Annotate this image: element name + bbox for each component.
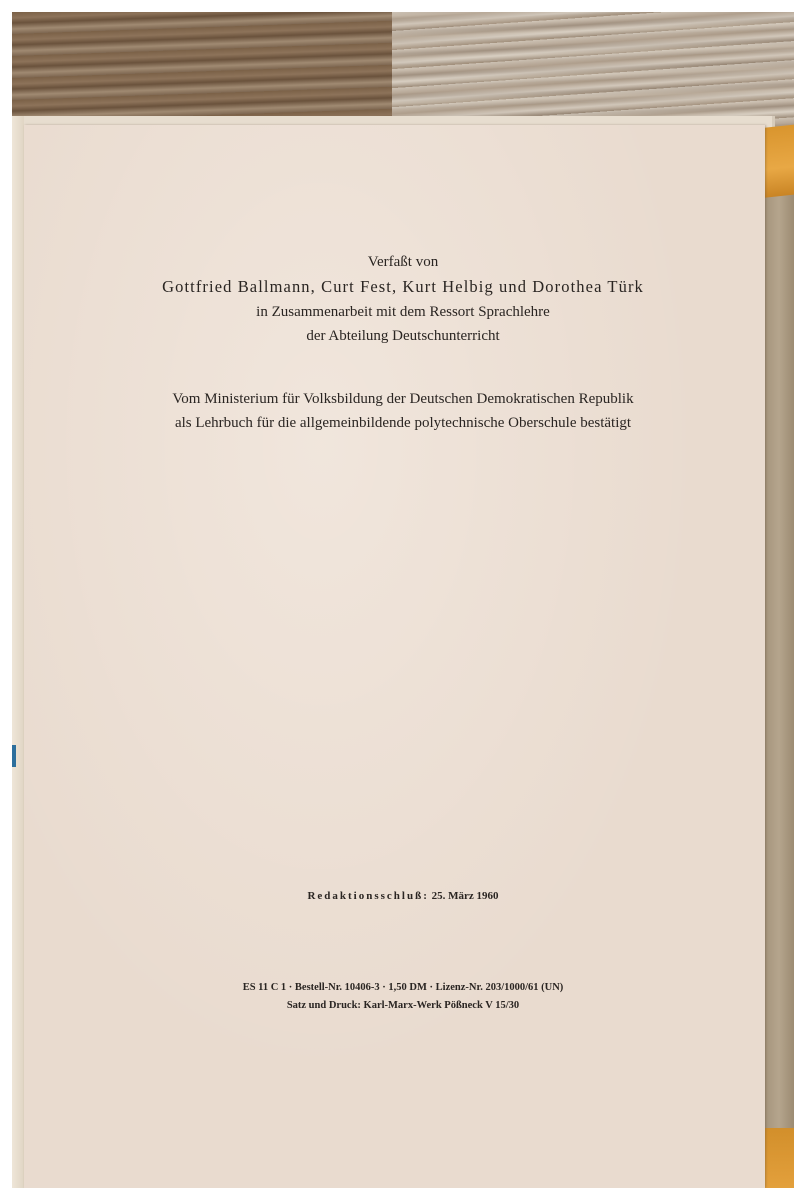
authors-cooperation: in Zusammenarbeit mit dem Ressort Sprachlehre [256,304,550,320]
authors-intro-text: Verfaßt von [367,254,439,270]
wooden-surface-weathered [392,12,794,130]
authors-names [12,276,794,297]
editorial-deadline [12,888,794,904]
orange-tape-bottom [760,1128,794,1188]
authors-names-text: Gottfried Ballmann, Curt Fest, Kurt Helbig und Dorothea Türk [162,277,644,296]
authors-intro [12,253,794,272]
approval-line-2: als Lehrbuch für die allgemeinbildende polytechnische Oberschule bestätigt [174,415,632,431]
imprint [12,979,794,1015]
editorial-deadline-date: 25. März 1960 [431,890,499,902]
imprint-line-2: Satz und Druck: Karl-Marx-Werk Pößneck V 15/30 [286,1000,520,1011]
imprint-line-1: ES 11 C 1 · Bestell-Nr. 10406-3 · 1,50 DM · Lizenz-Nr. 203/1000/61 (UN) [242,982,564,993]
approval-statement [12,387,794,435]
spine-blue-mark [12,745,16,767]
authors-department: der Abteilung Deutschunterricht [306,328,500,344]
authors-affiliation [12,300,794,348]
editorial-deadline-label: Redaktionsschluß: [307,890,429,902]
photo-frame [12,12,794,1188]
approval-line-1: Vom Ministerium für Volksbildung der Deutschen Demokratischen Republik [172,391,634,407]
